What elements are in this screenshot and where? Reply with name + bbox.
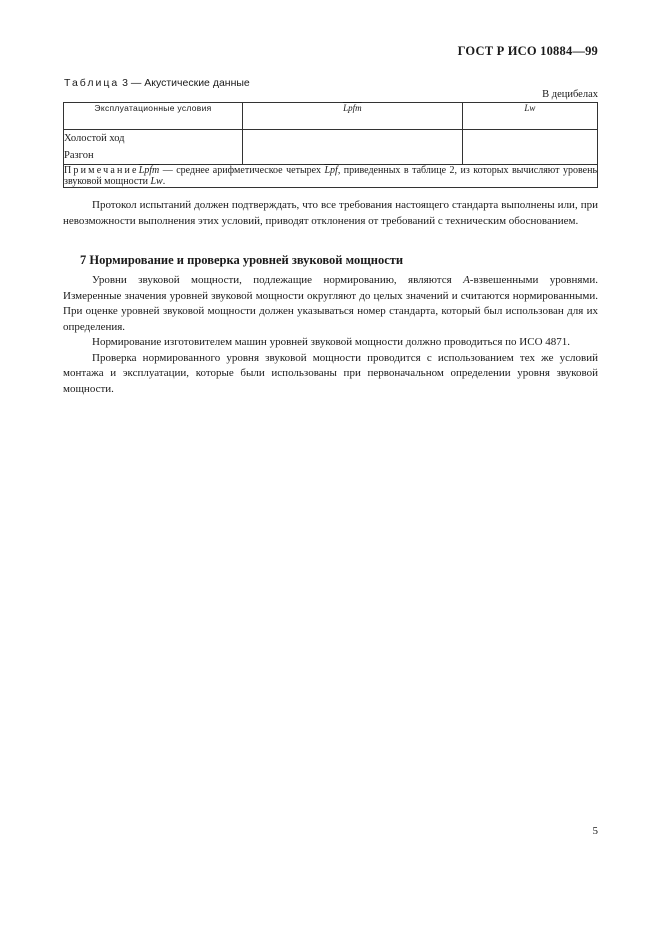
note-symbol-lpf: $\overline{Lpf}$ [324,165,338,176]
table-note [64,165,598,188]
lpfm-symbol: Lpfm [343,103,362,113]
conditions-cell [64,130,243,165]
acoustic-data-table [63,102,598,188]
column-header-lpfm [243,103,463,130]
p1-text-b: -взвешенными уровнями. Измеренные значения уровней звуковой мощности округляют до целых значений и считаются нормированными. При оценке уровней звуковой мощности должен указываться номер стандарта, который был использован для их определения. [63,274,598,333]
section-7-paragraph-2: Нормирование изготовителем машин уровней звуковой мощности должно проводиться по ИСО 4871. [92,336,571,348]
column-header-conditions: Эксплуатационные условия [64,103,243,130]
table-caption-title: Акустические данные [144,77,250,89]
column-header-lw: Lw [462,103,597,130]
table-note-row [64,165,598,188]
lpfm-value-cell [243,130,463,165]
lw-value-cell [462,130,597,165]
protocol-paragraph-block [63,198,598,229]
table-caption-prefix: Таблица [64,77,120,89]
note-text-3: . [162,176,166,187]
row-label-idle: Холостой ход [64,133,125,144]
protocol-paragraph: Протокол испытаний должен подтверждать, что все требования настоящего стандарта выполнены или, при невозможности выполнения этих условий, приводят отклонения от требований с техническим обоснованием. [63,199,598,227]
row-label-acceleration: Разгон [64,150,94,161]
p1-text-a: Уровни звуковой мощности, подлежащие нормированию, являются [92,274,464,286]
table-caption-number: 3 — [119,77,145,89]
table-row [64,130,598,165]
section-7-paragraph-3: Проверка нормированного уровня звуковой мощности проводится с использованием тех же условий монтажа и эксплуатации, которые были использованы при первоначальном определении уровня звуковой мощности. [63,351,598,395]
note-symbol-lw: Lw [150,176,163,187]
table-units: В децибелах [542,89,598,100]
table-header-row [64,103,598,130]
p1-italic-a: А [463,274,470,286]
page-number: 5 [592,825,598,837]
table-caption [64,77,250,89]
note-text-1: — среднее арифметическое четырех [159,165,325,176]
section-7-paragraph-1 [63,273,598,335]
note-label: Примечание [64,165,139,176]
section-7-body [63,273,598,397]
note-text-2: , приведенных в таблице 2, из которых вычисляют уровень звуковой мощности [64,165,598,187]
section-7-heading: 7 Нормирование и проверка уровней звуковой мощности [80,253,404,267]
document-code: ГОСТ Р ИСО 10884—99 [457,44,598,58]
note-symbol-lpfm: Lpfm [138,165,160,176]
